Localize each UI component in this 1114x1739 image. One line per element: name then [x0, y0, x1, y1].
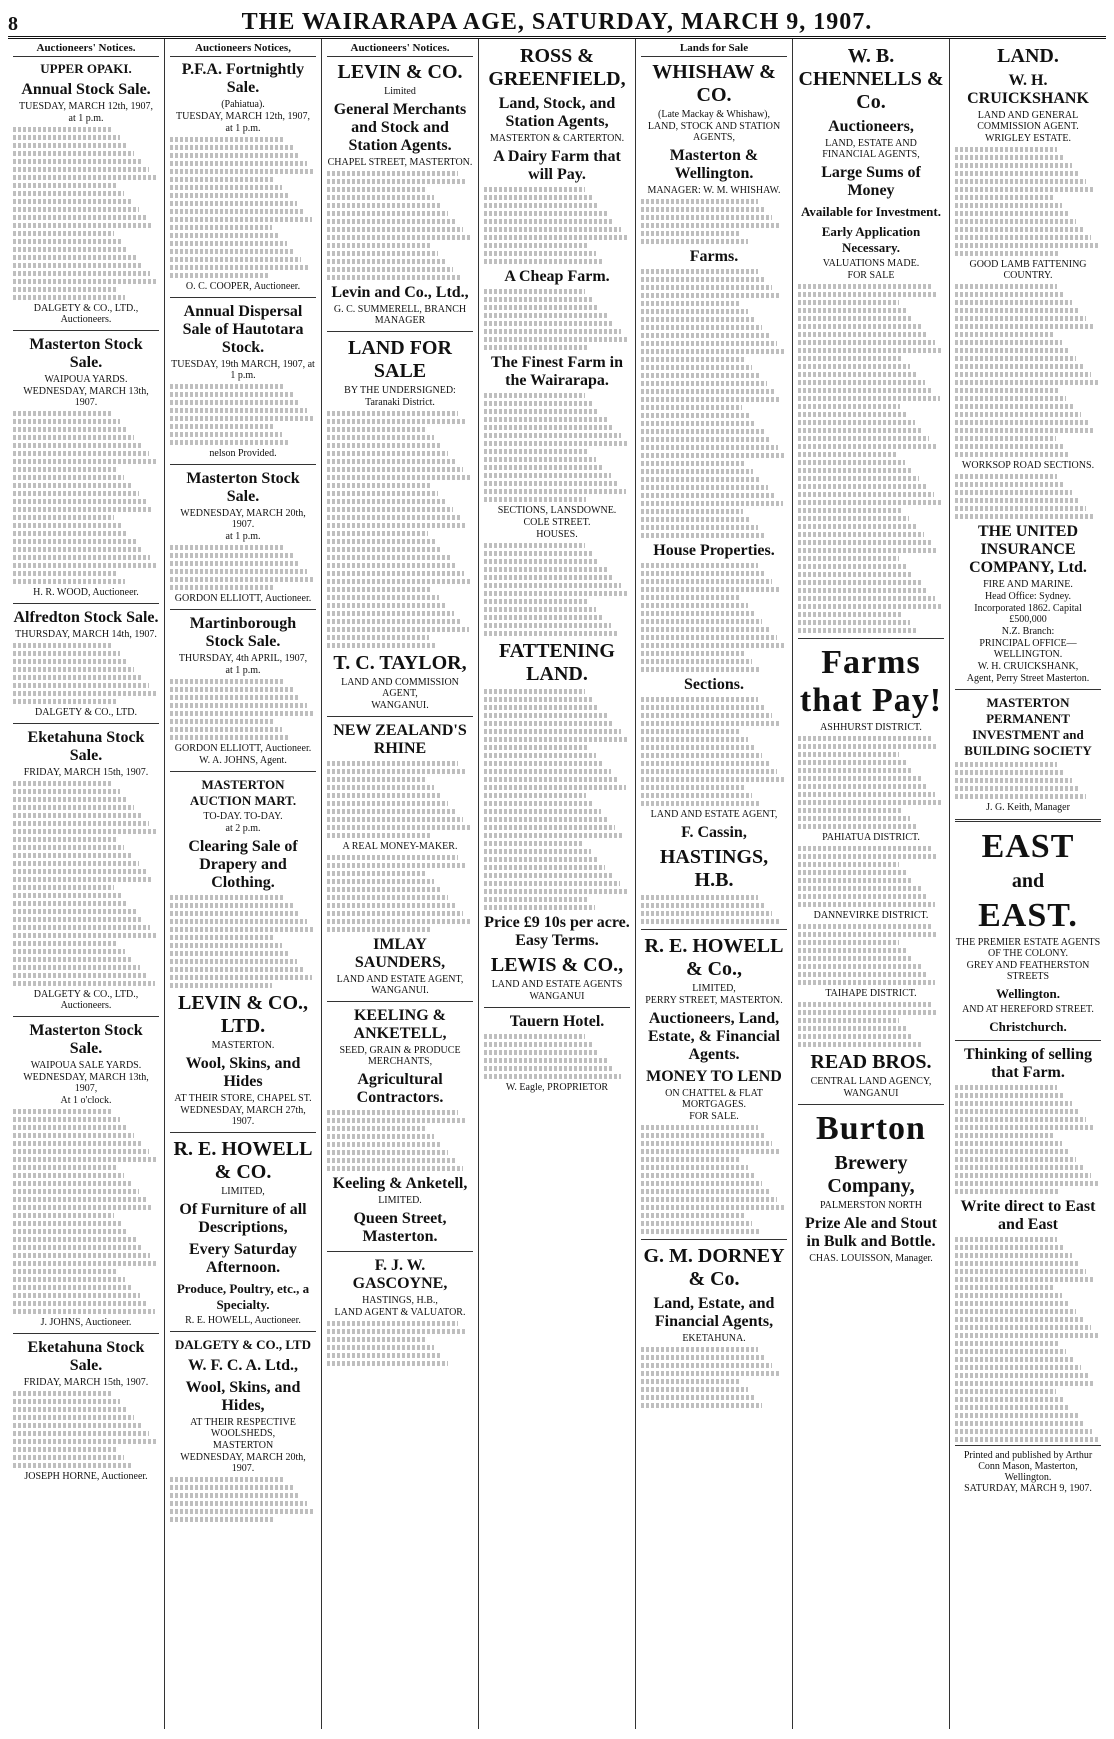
small-print-block: [13, 1391, 159, 1468]
ad-line: At 1 o'clock.: [60, 1095, 112, 1106]
ad-line: LAND AGENT & VALUATOR.: [334, 1307, 466, 1318]
ad-heading: Wool, Skins, and Hides: [185, 1055, 301, 1090]
small-print-block: [13, 411, 159, 584]
ad-line: WANGANUI: [843, 1088, 899, 1099]
small-print-block: [798, 846, 944, 907]
ad-line: (Late Mackay & Whishaw),: [658, 109, 770, 120]
small-print-block: [13, 1109, 159, 1314]
ad-line: FRIDAY, MARCH 15th, 1907.: [23, 1377, 149, 1388]
divider: [13, 723, 159, 724]
ad-heading: Large Sums of Money: [821, 164, 921, 199]
divider: [955, 689, 1101, 690]
column-6: [793, 39, 950, 1729]
ad-heading: KEELING & ANKETELL,: [353, 1007, 447, 1042]
ad-line: JOSEPH HORNE, Auctioneer.: [24, 1471, 148, 1482]
ad-heading: Levin and Co., Ltd.,: [331, 284, 469, 301]
ad-heading: LAND FOR SALE: [348, 337, 452, 382]
small-print-block: [955, 147, 1101, 256]
ad-heading: Agricultural Contractors.: [356, 1071, 444, 1106]
ad-line: at 2 p.m.: [225, 823, 261, 834]
small-print-block: [170, 545, 316, 590]
small-print-block: [327, 1321, 473, 1366]
ad-heading: Queen Street, Masterton.: [353, 1210, 447, 1245]
ad-heading: Price £9 10s per acre. Easy Terms.: [484, 914, 630, 949]
ad-line: DALGETY & CO., LTD., Auctioneers.: [33, 989, 139, 1011]
ad-line: MANAGER: W. M. WHISHAW.: [647, 185, 781, 196]
ad-line: COLE STREET.: [523, 517, 591, 528]
ad-heading: R. E. HOWELL & CO.: [173, 1138, 313, 1183]
small-print-block: [170, 1477, 316, 1522]
ad-heading: Annual Dispersal Sale of Hautotara Stock.: [182, 303, 304, 356]
divider: [484, 1007, 630, 1008]
ad-heading: Write direct to East and East: [960, 1198, 1096, 1233]
ad-line: W. H. CRUICKSHANK,: [977, 661, 1079, 672]
ad-line: SECTIONS, LANSDOWNE.: [497, 505, 617, 516]
ad-heading: MONEY TO LEND: [646, 1068, 782, 1085]
divider: [170, 464, 316, 465]
imprint-line: Printed and published by Arthur Conn Mason, Masterton, Wellington.: [963, 1450, 1093, 1483]
small-print-block: [170, 895, 316, 988]
ad-heading: Eketahuna Stock Sale.: [27, 729, 145, 764]
ad-heading: General Merchants and Stock and Station Agents.: [333, 101, 467, 154]
ad-line: WEDNESDAY, MARCH 13th, 1907.: [23, 386, 149, 408]
ad-line: W. Eagle, PROPRIETOR: [505, 1082, 609, 1093]
ad-heading: A Cheap Farm.: [504, 268, 610, 285]
ad-heading: W. H. CRUICKSHANK: [967, 72, 1089, 107]
divider: [13, 330, 159, 331]
small-print-block: [484, 187, 630, 264]
ad-line: THURSDAY, MARCH 14th, 1907.: [15, 629, 157, 640]
ad-line: DALGETY & CO., LTD., Auctioneers.: [33, 303, 139, 325]
small-print-block: [170, 679, 316, 740]
column-2: [165, 39, 322, 1729]
column-heading: Lands for Sale: [641, 41, 787, 57]
ad-heading: Early Application Necessary.: [821, 224, 921, 255]
ad-line: H. R. WOOD, Auctioneer.: [33, 587, 139, 598]
ad-line: W. A. JOHNS, Agent.: [199, 755, 287, 766]
imprint-footer: [955, 1445, 1101, 1494]
ad-heading: Eketahuna Stock Sale.: [27, 1339, 145, 1374]
ad-line: LIMITED.: [378, 1195, 422, 1206]
small-print-block: [641, 563, 787, 672]
small-print-block: [955, 1237, 1101, 1442]
small-print-block: [327, 761, 473, 838]
ad-heading: Masterton Stock Sale.: [29, 1022, 143, 1057]
ad-line: WANGANUI.: [371, 700, 429, 711]
page-number: 8: [8, 13, 18, 35]
divider: [13, 1333, 159, 1334]
small-print-block: [13, 127, 159, 300]
ad-heading: Masterton & Wellington.: [669, 147, 759, 182]
ad-line: HASTINGS, H.B.,: [362, 1295, 438, 1306]
ad-line: HOUSES.: [536, 529, 578, 540]
ad-heading: Sections.: [684, 676, 744, 693]
ad-heading: Available for Investment.: [801, 204, 941, 219]
ad-line: ASHHURST DISTRICT.: [820, 722, 922, 733]
ad-line: WORKSOP ROAD SECTIONS.: [961, 460, 1095, 471]
ad-line: DALGETY & CO., LTD.: [34, 707, 138, 718]
divider: [170, 1331, 316, 1332]
ad-heading: Wellington.: [996, 986, 1060, 1001]
ad-line: TUESDAY, 19th MARCH, 1907, at 1 p.m.: [171, 359, 315, 381]
newspaper-title: THE WAIRARAPA AGE, SATURDAY, MARCH 9, 1907.: [241, 9, 873, 35]
ad-line: Incorporated 1862. Capital £500,000: [974, 603, 1082, 625]
ad-line: PRINCIPAL OFFICE—WELLINGTON.: [979, 638, 1077, 660]
ad-heading: Farms.: [689, 248, 739, 265]
divider: [170, 771, 316, 772]
small-print-block: [327, 171, 473, 280]
ad-line: LAND AND ESTATE AGENT, WANGANUI.: [336, 974, 464, 996]
ad-line: WEDNESDAY, MARCH 13th, 1907,: [23, 1072, 149, 1094]
ad-heading: Farms that Pay!: [799, 644, 943, 719]
ad-line: PALMERSTON NORTH: [820, 1200, 922, 1211]
ad-line: at 1 p.m.: [225, 665, 261, 676]
ad-line: WRIGLEY ESTATE.: [984, 133, 1072, 144]
ad-heading: W. F. C. A. Ltd.,: [188, 1357, 298, 1374]
ad-heading: UPPER OPAKI.: [40, 61, 132, 76]
ad-line: LAND AND ESTATE AGENT,: [650, 809, 778, 820]
ad-line: LIMITED,: [221, 1186, 265, 1197]
ad-line: MASTERTON: [212, 1440, 274, 1451]
ad-line: PAHIATUA DISTRICT.: [822, 832, 920, 843]
ad-heading: IMLAY SAUNDERS,: [354, 936, 446, 971]
ad-line: GOOD LAMB FATTENING COUNTRY.: [969, 259, 1087, 281]
ad-line: WEDNESDAY, MARCH 20th, 1907.: [180, 1452, 306, 1474]
ad-line: GREY AND FEATHERSTON STREETS: [966, 960, 1090, 982]
ad-heading: Prize Ale and Stout in Bulk and Bottle.: [805, 1215, 937, 1250]
double-divider: [955, 819, 1101, 822]
ad-line: FOR SALE.: [689, 1111, 739, 1122]
ad-heading: LEVIN & CO., LTD.: [177, 992, 308, 1037]
ad-heading: Alfredton Stock Sale.: [13, 609, 159, 626]
small-print-block: [641, 697, 787, 806]
ad-line: WAIPOUA SALE YARDS.: [30, 1060, 142, 1071]
ad-line: TUESDAY, MARCH 12th, 1907,: [176, 111, 310, 122]
ad-heading: Annual Stock Sale.: [21, 81, 151, 98]
divider: [327, 1001, 473, 1002]
small-print-block: [798, 1002, 944, 1047]
divider: [170, 609, 316, 610]
column-7: [950, 39, 1106, 1729]
small-print-block: [955, 284, 1101, 457]
ad-heading: Produce, Poultry, etc., a Specialty.: [176, 1281, 310, 1312]
ad-heading: EAST: [981, 828, 1075, 865]
ad-line: MASTERTON.: [211, 1040, 275, 1051]
ad-line: WEDNESDAY, MARCH 27th, 1907.: [180, 1105, 306, 1127]
column-3: [322, 39, 479, 1729]
ad-line: R. E. HOWELL, Auctioneer.: [185, 1315, 301, 1326]
ad-line: Limited: [384, 86, 416, 97]
column-heading: Auctioneers' Notices.: [13, 41, 159, 57]
divider: [327, 716, 473, 717]
ad-line: CHAS. LOUISSON, Manager.: [809, 1253, 933, 1264]
ad-line: LAND AND COMMISSION AGENT,: [341, 677, 459, 699]
ad-line: VALUATIONS MADE.: [822, 258, 920, 269]
small-print-block: [955, 762, 1101, 799]
ad-line: Head Office: Sydney.: [984, 591, 1072, 602]
ad-line: CHAPEL STREET, MASTERTON.: [327, 157, 473, 168]
ad-heading: A Dairy Farm that will Pay.: [493, 148, 621, 183]
ad-heading: F. Cassin,: [681, 824, 747, 841]
small-print-block: [13, 643, 159, 704]
small-print-block: [484, 689, 630, 910]
small-print-block: [170, 137, 316, 278]
ad-line: FOR SALE: [847, 270, 895, 281]
ad-heading: MASTERTON PERMANENT INVESTMENT and BUILDING SOCIETY: [964, 695, 1092, 758]
small-print-block: [798, 284, 944, 633]
ad-line: TUESDAY, MARCH 12th, 1907,: [19, 101, 153, 112]
ad-line: FRIDAY, MARCH 15th, 1907.: [23, 767, 149, 778]
column-heading: Auctioneers' Notices.: [327, 41, 473, 57]
small-print-block: [955, 474, 1101, 519]
ad-heading: ROSS & GREENFIELD,: [488, 45, 626, 90]
ad-heading: Clearing Sale of Drapery and Clothing.: [188, 838, 298, 891]
column-heading: Auctioneers Notices,: [170, 41, 316, 57]
small-print-block: [327, 855, 473, 932]
ad-heading: Wool, Skins, and Hides,: [185, 1379, 301, 1414]
divider: [955, 1040, 1101, 1041]
ad-heading: Christchurch.: [989, 1019, 1067, 1034]
ad-heading: Tauern Hotel.: [509, 1013, 605, 1030]
ad-line: MASTERTON & CARTERTON.: [489, 133, 625, 144]
ad-line: J. JOHNS, Auctioneer.: [40, 1317, 132, 1328]
ad-line: PERRY STREET, MASTERTON.: [645, 995, 783, 1006]
ad-line: at 1 p.m.: [225, 123, 261, 134]
divider: [170, 1132, 316, 1133]
ad-line: THE PREMIER ESTATE AGENTS OF THE COLONY.: [955, 937, 1101, 959]
column-1: [8, 39, 165, 1729]
ad-heading: Land, Stock, and Station Agents,: [498, 95, 616, 130]
ad-line: FIRE AND MARINE.: [983, 579, 1073, 590]
ad-line: WEDNESDAY, MARCH 20th, 1907.: [180, 508, 306, 530]
ad-heading: Thinking of selling that Farm.: [963, 1046, 1093, 1081]
ad-line: O. C. COOPER, Auctioneer.: [185, 281, 301, 292]
ad-line: LAND, ESTATE AND FINANCIAL AGENTS,: [822, 138, 920, 160]
ad-heading: and: [1011, 870, 1045, 892]
ad-heading: T. C. TAYLOR,: [333, 652, 467, 674]
ad-heading: Auctioneers, Land, Estate, & Financial Agents.: [648, 1010, 780, 1063]
ad-heading: EAST.: [978, 897, 1078, 934]
ad-line: J. G. Keith, Manager: [986, 802, 1070, 813]
ad-heading: WHISHAW & CO.: [652, 61, 776, 106]
ad-line: THURSDAY, 4th APRIL, 1907,: [178, 653, 308, 664]
divider: [798, 1104, 944, 1105]
ad-heading: Martinborough Stock Sale.: [189, 615, 297, 650]
ad-line: at 1 p.m.: [68, 113, 104, 124]
small-print-block: [170, 384, 316, 445]
ad-line: A REAL MONEY-MAKER.: [342, 841, 458, 852]
small-print-block: [484, 393, 630, 502]
masthead: [8, 6, 1106, 39]
small-print-block: [484, 543, 630, 636]
ad-line: SEED, GRAIN & PRODUCE MERCHANTS,: [339, 1045, 461, 1067]
ad-line: ON CHATTEL & FLAT MORTGAGES.: [665, 1088, 763, 1110]
divider: [13, 1016, 159, 1017]
small-print-block: [641, 1347, 787, 1408]
ad-line: Agent, Perry Street Masterton.: [966, 673, 1090, 684]
ad-heading: G. M. DORNEY & Co.: [643, 1245, 785, 1290]
ad-line: CENTRAL LAND AGENCY,: [810, 1076, 932, 1087]
columns: [8, 39, 1106, 1729]
ad-line: nelson Provided.: [209, 448, 277, 459]
ad-heading: LEWIS & CO.,: [490, 954, 624, 976]
divider: [641, 1239, 787, 1240]
ad-heading: Keeling & Anketell,: [332, 1175, 468, 1192]
small-print-block: [13, 781, 159, 986]
ad-heading: READ BROS.: [810, 1051, 932, 1073]
ad-line: TO-DAY. TO-DAY.: [203, 811, 283, 822]
ad-line: N.Z. Branch:: [1001, 626, 1055, 637]
ad-line: TAIHAPE DISTRICT.: [825, 988, 917, 999]
ad-line: DANNEVIRKE DISTRICT.: [813, 910, 929, 921]
divider: [798, 638, 944, 639]
small-print-block: [955, 1085, 1101, 1194]
ad-line: BY THE UNDERSIGNED:: [344, 385, 456, 396]
small-print-block: [641, 895, 787, 924]
small-print-block: [798, 736, 944, 829]
ad-line: LAND AND ESTATE AGENTS: [491, 979, 623, 990]
ad-heading: The Finest Farm in the Wairarapa.: [491, 354, 623, 389]
ad-heading: HASTINGS, H.B.: [659, 846, 769, 891]
small-print-block: [484, 1034, 630, 1079]
small-print-block: [798, 924, 944, 985]
ad-heading: Burton: [816, 1110, 926, 1147]
ad-heading: Every Saturday Afternoon.: [189, 1241, 297, 1276]
column-4: [479, 39, 636, 1729]
ad-line: EKETAHUNA.: [682, 1333, 746, 1344]
ad-heading: Masterton Stock Sale.: [29, 336, 143, 371]
ad-heading: Land, Estate, and Financial Agents,: [653, 1295, 775, 1330]
small-print-block: [327, 1110, 473, 1171]
small-print-block: [641, 269, 787, 538]
ad-line: LAND AND GENERAL COMMISSION AGENT.: [977, 110, 1079, 132]
divider: [170, 297, 316, 298]
ad-heading: LEVIN & CO.: [337, 61, 463, 83]
ad-line: AT THEIR RESPECTIVE WOOLSHEDS,: [190, 1417, 296, 1439]
divider: [327, 1251, 473, 1252]
divider: [641, 929, 787, 930]
ad-heading: R. E. HOWELL & Co.,: [644, 935, 784, 980]
ad-line: WANGANUI: [529, 991, 585, 1002]
ad-heading: F. J. W. GASCOYNE,: [352, 1257, 448, 1292]
ad-heading: W. B. CHENNELLS & Co.: [798, 45, 944, 113]
ad-heading: DALGETY & CO., LTD: [175, 1337, 311, 1352]
ad-line: Taranaki District.: [365, 397, 435, 408]
ad-heading: Auctioneers,: [828, 118, 914, 135]
imprint-line: SATURDAY, MARCH 9, 1907.: [964, 1483, 1092, 1494]
ad-line: WAIPOUA YARDS.: [44, 374, 128, 385]
ad-line: AT THEIR STORE, CHAPEL ST.: [174, 1093, 312, 1104]
ad-heading: NEW ZEALAND'S RHINE: [333, 722, 467, 757]
small-print-block: [641, 1125, 787, 1234]
ad-heading: LAND.: [997, 45, 1059, 67]
ad-heading: MASTERTON AUCTION MART.: [189, 777, 297, 808]
ad-line: GORDON ELLIOTT, Auctioneer.: [174, 593, 312, 604]
small-print-block: [484, 289, 630, 350]
ad-heading: THE UNITED INSURANCE COMPANY, Ltd.: [969, 523, 1087, 576]
small-print-block: [327, 411, 473, 648]
ad-line: GORDON ELLIOTT, Auctioneer.: [174, 743, 312, 754]
ad-heading: House Properties.: [653, 542, 775, 559]
ad-heading: Masterton Stock Sale.: [186, 470, 300, 505]
ad-line: LAND, STOCK AND STATION AGENTS,: [647, 121, 781, 143]
divider: [13, 603, 159, 604]
small-print-block: [641, 199, 787, 244]
ad-line: (Pahiatua).: [221, 99, 265, 110]
ad-line: AND AT HEREFORD STREET.: [962, 1004, 1094, 1015]
ad-heading: Brewery Company,: [827, 1152, 915, 1197]
ad-heading: FATTENING LAND.: [499, 640, 615, 685]
ad-heading: P.F.A. Fortnightly Sale.: [181, 61, 305, 96]
column-5: [636, 39, 793, 1729]
ad-line: G. C. SUMMERELL, BRANCH MANAGER: [333, 304, 467, 326]
ad-line: at 1 p.m.: [225, 531, 261, 542]
ad-line: LIMITED,: [692, 983, 736, 994]
ad-heading: Of Furniture of all Descriptions,: [179, 1201, 307, 1236]
divider: [327, 331, 473, 332]
